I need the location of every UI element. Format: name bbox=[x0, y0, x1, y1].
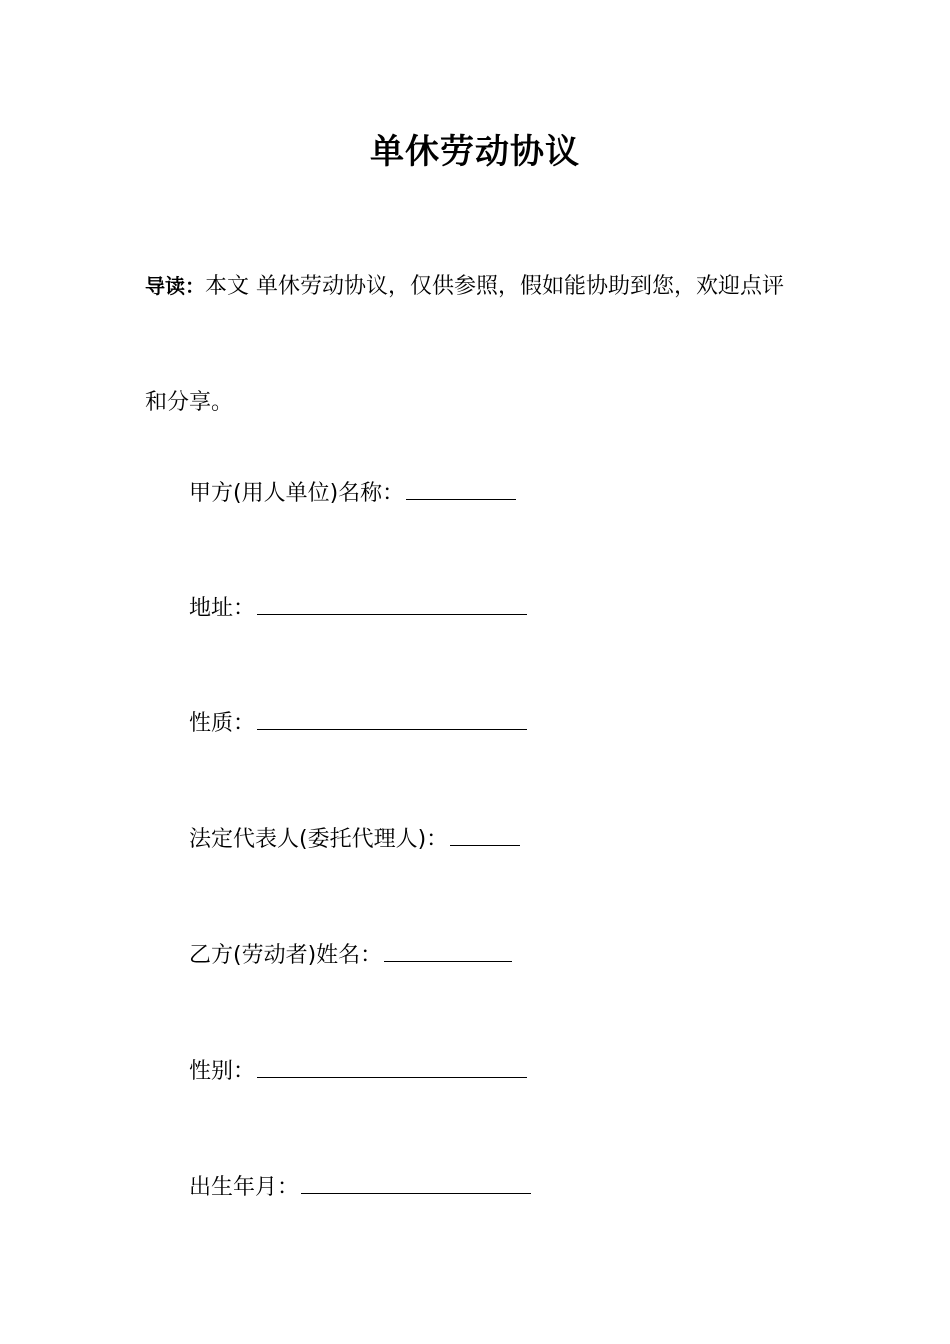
intro-text-line-2: 和分享。 bbox=[145, 390, 234, 415]
field-label: 出生年月： bbox=[189, 1175, 300, 1200]
document-title: 单休劳动协议 bbox=[370, 132, 580, 172]
field-label: 性别： bbox=[189, 1059, 256, 1084]
field-label: 甲方(用人单位)名称： bbox=[189, 481, 405, 506]
field-employee-name bbox=[189, 939, 512, 972]
intro-text-line-1: 本文 单休劳动协议，仅供参照，假如能协助到您，欢迎点评 bbox=[205, 274, 784, 299]
field-gender bbox=[189, 1055, 527, 1088]
fill-in-blank[interactable] bbox=[257, 1055, 527, 1078]
field-legal-representative bbox=[189, 823, 520, 856]
fill-in-blank[interactable] bbox=[257, 707, 527, 730]
intro-paragraph-line-1 bbox=[145, 270, 784, 303]
field-employer-name bbox=[189, 477, 516, 510]
intro-label: 导读： bbox=[145, 274, 205, 298]
field-address bbox=[189, 592, 527, 625]
field-birth-date bbox=[189, 1171, 531, 1204]
field-label: 乙方(劳动者)姓名： bbox=[189, 943, 383, 968]
fill-in-blank[interactable] bbox=[384, 939, 512, 962]
intro-paragraph-line-2 bbox=[145, 387, 233, 419]
field-label: 法定代表人(委托代理人)： bbox=[189, 827, 449, 852]
fill-in-blank[interactable] bbox=[257, 592, 527, 615]
fill-in-blank[interactable] bbox=[406, 477, 516, 500]
field-label: 地址： bbox=[189, 596, 256, 621]
field-label: 性质： bbox=[189, 711, 256, 736]
field-nature bbox=[189, 707, 527, 740]
fill-in-blank[interactable] bbox=[301, 1171, 531, 1194]
fill-in-blank[interactable] bbox=[450, 823, 520, 846]
